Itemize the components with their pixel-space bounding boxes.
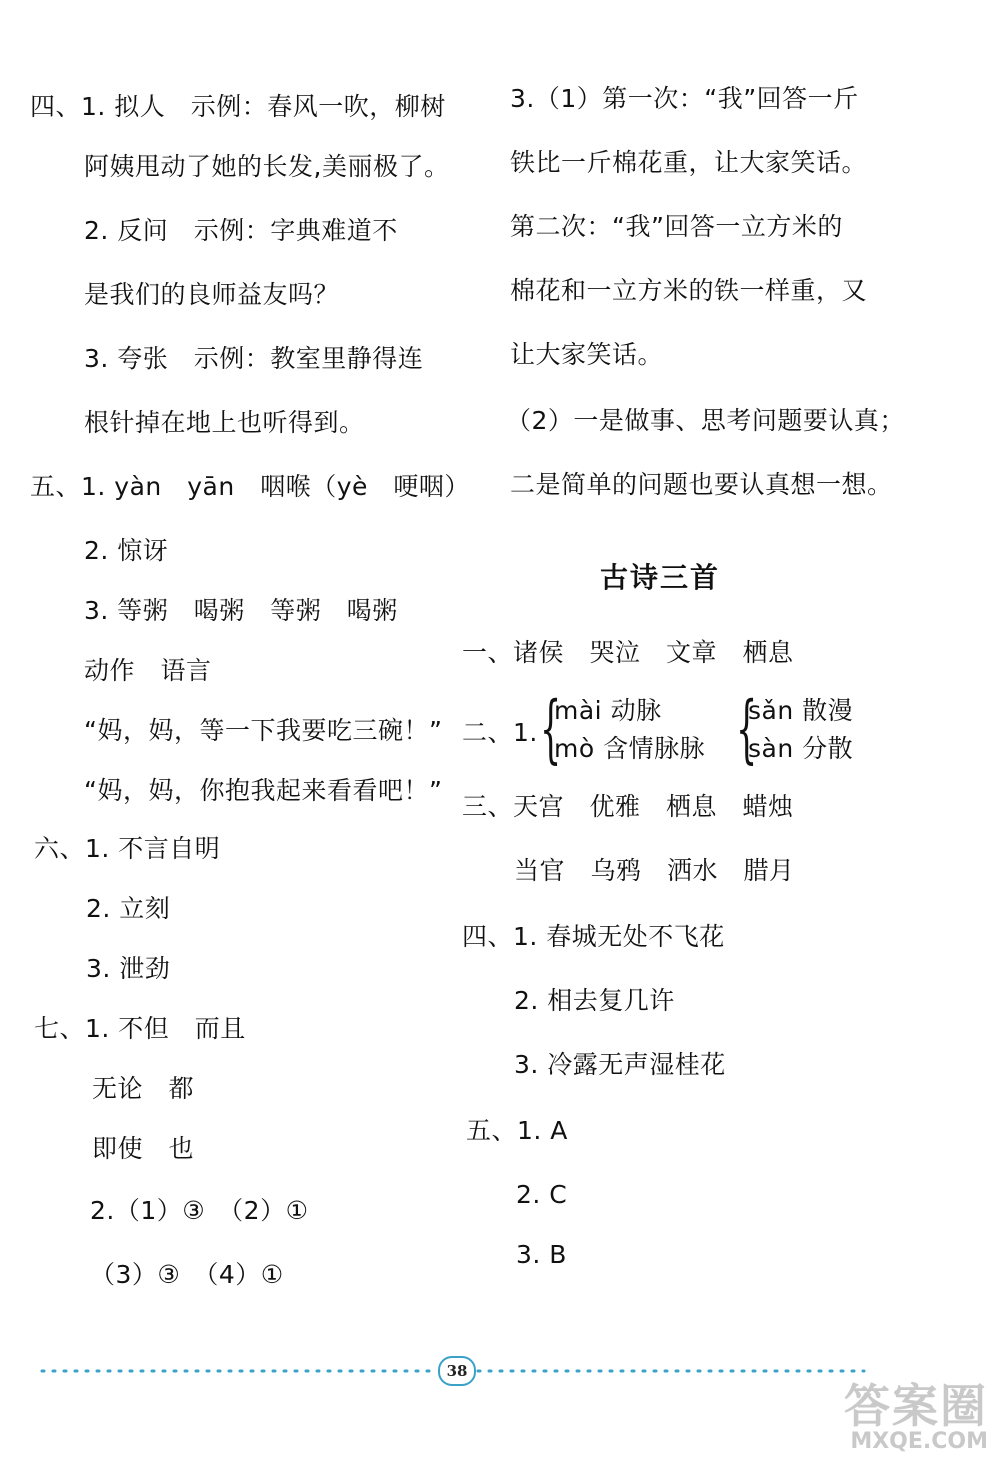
pinyin-option: mò 含情脉脉: [554, 734, 706, 763]
answer-line: 3.（1）第一次：“我”回答一斤: [510, 84, 859, 113]
page-number: 38: [438, 1356, 476, 1386]
footer-dotted-line: [40, 1368, 436, 1374]
watermark: [844, 1379, 988, 1454]
answer-line: 让大家笑话。: [510, 340, 664, 369]
answer-line: “妈，妈，等一下我要吃三碗！”: [84, 716, 443, 745]
answer-line: 无论 都: [92, 1074, 195, 1103]
answer-line: 六、1. 不言自明: [34, 834, 221, 863]
answer-line: 2. 惊讶: [84, 536, 169, 565]
answer-line: 3. B: [516, 1240, 567, 1269]
left-brace-icon: {: [540, 686, 562, 772]
answer-line: 3. 泄劲: [86, 954, 171, 983]
answer-line: 动作 语言: [84, 656, 212, 685]
footer-dotted-line: [476, 1368, 866, 1374]
answer-line: 五、1. yàn yān 咽喉（yè 哽咽）: [30, 472, 470, 501]
answer-line: 2. C: [516, 1180, 568, 1209]
answer-line: 3. 冷露无声湿桂花: [514, 1050, 726, 1079]
answer-line: 七、1. 不但 而且: [34, 1014, 246, 1043]
pinyin-option: sǎn 散漫: [748, 696, 854, 725]
answer-line: （3）③ （4）①: [90, 1260, 284, 1289]
answer-line: 2.（1）③ （2）①: [90, 1196, 309, 1225]
answer-line: 是我们的良师益友吗？: [84, 280, 340, 309]
answer-line: “妈，妈，你抱我起来看看吧！”: [84, 776, 443, 805]
answer-line: 2. 相去复几许: [514, 986, 675, 1015]
answer-line: 四、1. 拟人 示例：春风一吹，柳树: [30, 92, 446, 121]
q2-prefix: 二、1.: [462, 718, 538, 747]
answer-line: 阿姨甩动了她的长发,美丽极了。: [84, 152, 450, 181]
answer-line: 四、1. 春城无处不飞花: [462, 922, 725, 951]
section-title: 古诗三首: [600, 561, 721, 594]
left-brace-icon: {: [736, 686, 758, 772]
watermark-logo: 答案圈: [844, 1379, 988, 1433]
answer-line: 铁比一斤棉花重，让大家笑话。: [510, 148, 868, 177]
watermark-domain: MXQE.COM: [850, 1429, 988, 1454]
answer-line: （2）一是做事、思考问题要认真；: [506, 406, 905, 435]
answer-line: 根针掉在地上也听得到。: [84, 408, 365, 437]
answer-line: 一、诸侯 哭泣 文章 栖息: [462, 638, 794, 667]
answer-line: 3. 等粥 喝粥 等粥 喝粥: [84, 596, 398, 625]
answer-line: 三、天宫 优雅 栖息 蜡烛: [462, 792, 794, 821]
answer-line: 五、1. A: [466, 1116, 568, 1145]
answer-line: 第二次：“我”回答一立方米的: [510, 212, 843, 241]
answer-line: 3. 夸张 示例：教室里静得连: [84, 344, 424, 373]
answer-line: 二是简单的问题也要认真想一想。: [510, 470, 893, 499]
answer-line: 2. 反问 示例：字典难道不: [84, 216, 398, 245]
pinyin-option: sàn 分散: [748, 734, 854, 763]
answer-line: 2. 立刻: [86, 894, 171, 923]
answer-line: 即使 也: [92, 1134, 195, 1163]
answer-line: 棉花和一立方米的铁一样重，又: [510, 276, 868, 305]
answer-line: 当官 乌鸦 洒水 腊月: [514, 856, 795, 885]
pinyin-option: mài 动脉: [554, 696, 662, 725]
